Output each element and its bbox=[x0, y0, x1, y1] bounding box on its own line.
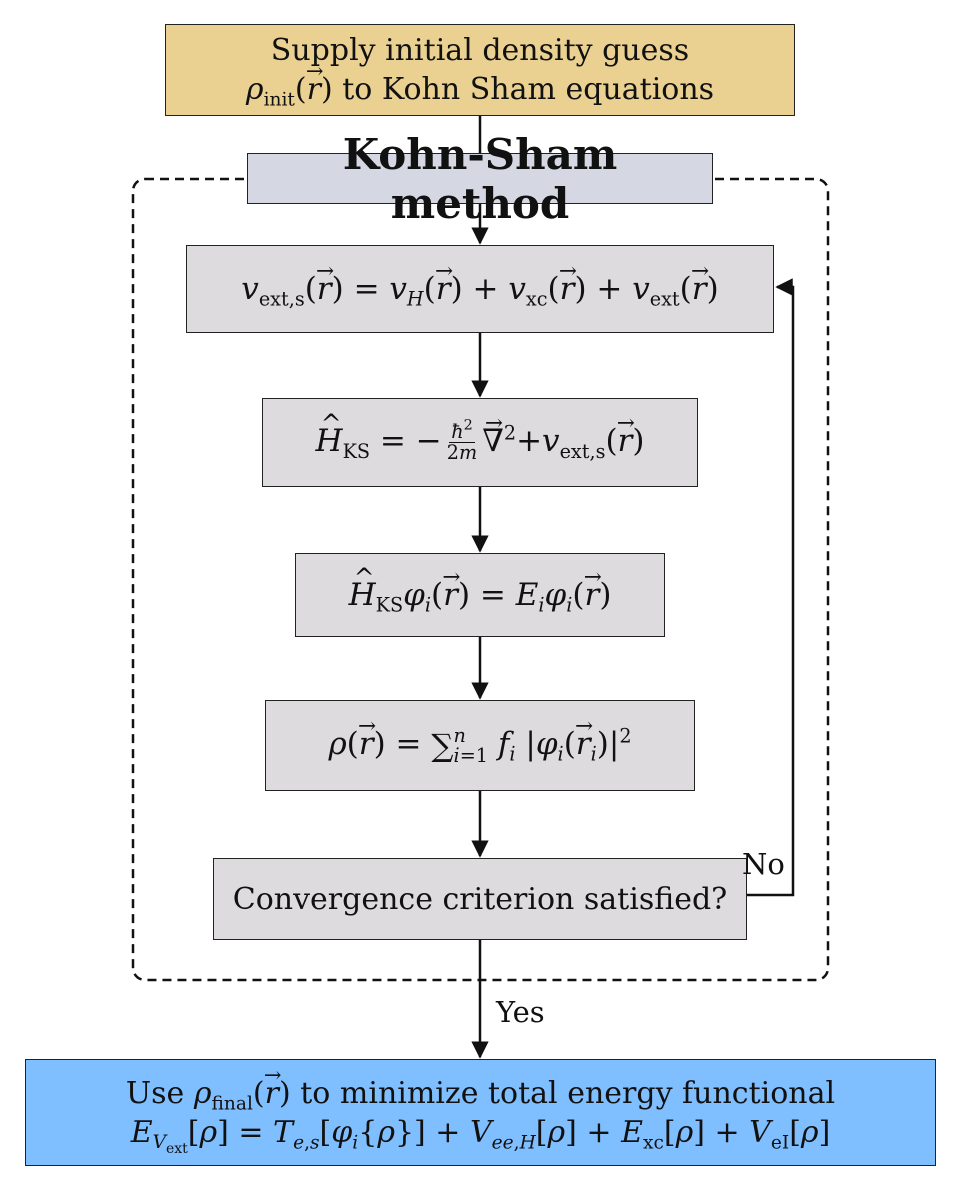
arrow-no-loop bbox=[747, 287, 793, 895]
total-energy-line1: Use $\rho_{final}(\to r)$ to minimize total energy functional bbox=[126, 1074, 835, 1113]
total-energy-equation: $E_{V_{ext}}[\rho] = T_{e,s}[\varphi_i\{\rho\}] + V_{ee,H}[\rho] + E_{xc}[\rho] + V_{eI}[\rho]$ bbox=[130, 1114, 831, 1157]
initial-density-line2-text: to Kohn Sham equations bbox=[342, 72, 715, 107]
effective-potential-equation: $v_{ext,s}(\to r) = v_H(\to r) + v_{xc}(\to r) + v_{ext}(\to r)$ bbox=[241, 271, 718, 307]
yes-label: Yes bbox=[496, 995, 545, 1029]
eigenvalue-box bbox=[295, 553, 665, 637]
initial-density-line1: Supply initial density guess bbox=[270, 33, 690, 68]
eigenvalue-equation: ^ $H_{KS}\varphi_i(\to r) = E_i\varphi_i(\to r)$ bbox=[349, 577, 612, 613]
density-equation: ρ(→ r) = ∑ n i=1 $f_i$ $|\varphi_i(\to r_i)|^2$ bbox=[328, 726, 631, 765]
total-energy-box bbox=[25, 1059, 936, 1166]
convergence-check-text: Convergence criterion satisfied? bbox=[232, 881, 728, 917]
no-label: No bbox=[742, 847, 785, 881]
hamiltonian-equation: ^ $H_{KS}$ = − $\frac{ħ^2}{2m}$ → $\nabla^2+v_{ext,s}(\to r)$ bbox=[316, 422, 645, 463]
convergence-check-box bbox=[213, 858, 747, 940]
total-energy-line1-suffix: to minimize total energy functional bbox=[300, 1075, 836, 1111]
effective-potential-box bbox=[186, 245, 774, 333]
total-energy-line1-prefix: Use bbox=[125, 1075, 185, 1111]
kohn-sham-method-title bbox=[247, 129, 713, 228]
initial-density-line2: $\rho_{init}(\to r)$ to Kohn Sham equations bbox=[246, 70, 714, 109]
kohn-sham-method-title-text: Kohn-Sham method bbox=[342, 129, 618, 228]
hamiltonian-box bbox=[262, 398, 698, 487]
initial-density-box bbox=[165, 24, 795, 116]
density-box bbox=[265, 700, 695, 791]
